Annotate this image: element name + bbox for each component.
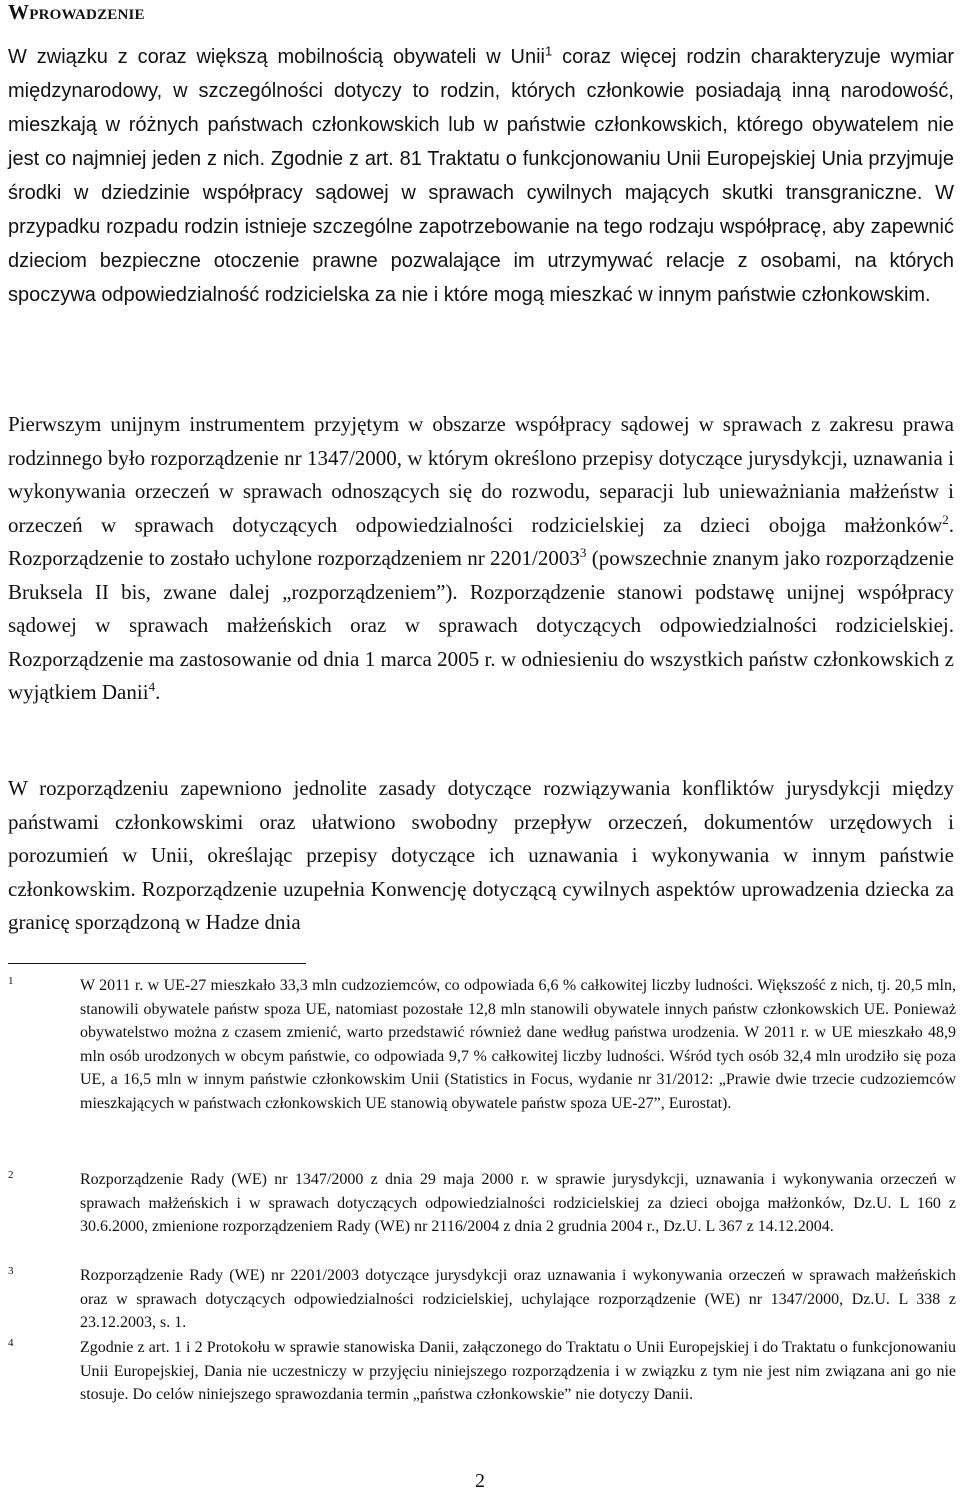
footnote-number: 2	[8, 1169, 14, 1181]
paragraph-history-text-c: (powszechnie znanym jako rozporządzenie Bruksela II bis, zwane dalej „rozporządzeniem”). Rozporządzenie stanowi podstawę unijnej współpracy sądowej w sprawach małżeńskich oraz w sprawach dotyczących odpowiedzialności rodzicielskiej. Rozporządzenie ma zastosowanie od dnia 1 marca 2005 r. w odniesieniu do wszystkich państw członkowskich z wyjątkiem Danii	[8, 546, 954, 704]
page-number: 2	[475, 1470, 485, 1492]
section-heading: Wprowadzenie	[8, 0, 145, 24]
footnote-ref-1: 1	[545, 43, 553, 59]
footnote-number: 3	[8, 1265, 14, 1277]
footnote-ref-4: 4	[148, 679, 156, 694]
footnote-1	[8, 974, 956, 1115]
paragraph-history-text-b: . Rozporządzenie to zostało uchylone rozporządzeniem nr 2201/2003	[8, 512, 954, 570]
paragraph-intro-text-b: coraz więcej rodzin charakteryzuje wymiar międzynarodowy, w szczególności dotyczy to rodzin, których członkowie posiadają inną narodowość, mieszkają w różnych państwach członkowskich lub w państwie członkowskich, którego obywatelem nie jest co najmniej jeden z nich. Zgodnie z art. 81 Traktatu o funkcjonowaniu Unii Europejskiej Unia przyjmuje środki w dziedzinie współpracy sądowej w sprawach cywilnych mających skutki transgraniczne. W przypadku rozpadu rodzin istnieje szczególne zapotrzebowanie na tego rodzaju współpracę, aby zapewnić dzieciom bezpieczne otoczenie prawne pozwalające im utrzymywać relacje z osobami, na których spoczywa odpowiedzialność rodzicielska za nie i które mogą mieszkać w innym państwie członkowskim.	[8, 46, 954, 306]
footnote-2	[8, 1168, 956, 1239]
paragraph-history-text-a: Pierwszym unijnym instrumentem przyjętym w obszarze współpracy sądowej w sprawach z zakresu prawa rodzinnego było rozporządzenie nr 1347/2000, w którym określono przepisy dotyczące jurysdykcji, uznawania i wykonywania orzeczeń w sprawach odnoszących się do rozwodu, separacji lub unieważniania małżeństw i orzeczeń w sprawach dotyczących odpowiedzialności rodzicielskiej za dzieci obojga małżonków	[8, 412, 954, 537]
footnote-text: Zgodnie z art. 1 i 2 Protokołu w sprawie stanowiska Danii, załączonego do Traktatu o Unii Europejskiej i do Traktatu o funkcjonowaniu Unii Europejskiej, Dania nie uczestniczy w przyjęciu niniejszego rozporządzenia i w związku z tym nie jest nim związana ani go nie stosuje. Do celów niniejszego sprawozdania termin „państwa członkowskie” nie dotyczy Danii.	[80, 1339, 956, 1403]
footnote-separator	[8, 963, 306, 964]
paragraph-intro	[8, 40, 954, 312]
paragraph-regulation-history	[8, 408, 954, 710]
footnote-text: Rozporządzenie Rady (WE) nr 1347/2000 z dnia 29 maja 2000 r. w sprawie jurysdykcji, uznawania i wykonywania orzeczeń w sprawach małżeńskich i w sprawach dotyczących odpowiedzialności rodzicielskiej za dzieci obojga małżonków, Dz.U. L 160 z 30.6.2000, zmienione rozporządzeniem Rady (WE) nr 2116/2004 z dnia 2 grudnia 2004 r., Dz.U. L 367 z 14.12.2004.	[80, 1171, 956, 1235]
footnote-text: W 2011 r. w UE-27 mieszkało 33,3 mln cudzoziemców, co odpowiada 6,6 % całkowitej liczby ludności. Większość z nich, tj. 20,5 mln, stanowili obywatele państw spoza UE, natomiast pozostałe 12,8 mln stanowili obywatele innych państw członkowskich UE. Ponieważ obywatelstwo można z czasem zmienić, warto przedstawić również dane według państwa urodzenia. W 2011 r. w UE mieszkało 48,9 mln osób urodzonych w obcym państwie, co odpowiada 9,7 % całkowitej liczby ludności. Wśród tych osób 32,4 mln urodziło się poza UE, a 16,5 mln w innym państwie członkowskim Unii (Statistics in Focus, wydanie nr 31/2012: „Prawie dwie trzecie cudzoziemców mieszkających w państwach członkowskich UE stanowią obywatele państw spoza UE-27”, Eurostat).	[80, 977, 956, 1112]
footnote-text: Rozporządzenie Rady (WE) nr 2201/2003 dotyczące jurysdykcji oraz uznawania i wykonywania orzeczeń w sprawach małżeńskich oraz w sprawach dotyczących odpowiedzialności rodzicielskiej, uchylające rozporządzenie (WE) nr 1347/2000, Dz.U. L 338 z 23.12.2003, s. 1.	[80, 1267, 956, 1331]
footnote-3	[8, 1264, 956, 1335]
paragraph-intro-text-a: W związku z coraz większą mobilnością obywateli w Unii	[8, 46, 545, 68]
paragraph-history-text-d: .	[155, 680, 161, 704]
footnote-number: 1	[8, 975, 14, 987]
footnote-ref-3: 3	[579, 545, 587, 560]
footnote-ref-2: 2	[942, 511, 949, 527]
footnote-number: 4	[8, 1337, 14, 1349]
paragraph-regulation-scope: W rozporządzeniu zapewniono jednolite zasady dotyczące rozwiązywania konfliktów jurysdykcji między państwami członkowskimi oraz ułatwiono swobodny przepływ orzeczeń, dokumentów urzędowych i porozumień w Unii, określając przepisy dotyczące ich uznawania i wykonywania w innym państwie członkowskim. Rozporządzenie uzupełnia Konwencję dotyczącą cywilnych aspektów uprowadzenia dziecka za granicę sporządzoną w Hadze dnia	[8, 776, 954, 934]
footnote-4	[8, 1336, 956, 1407]
